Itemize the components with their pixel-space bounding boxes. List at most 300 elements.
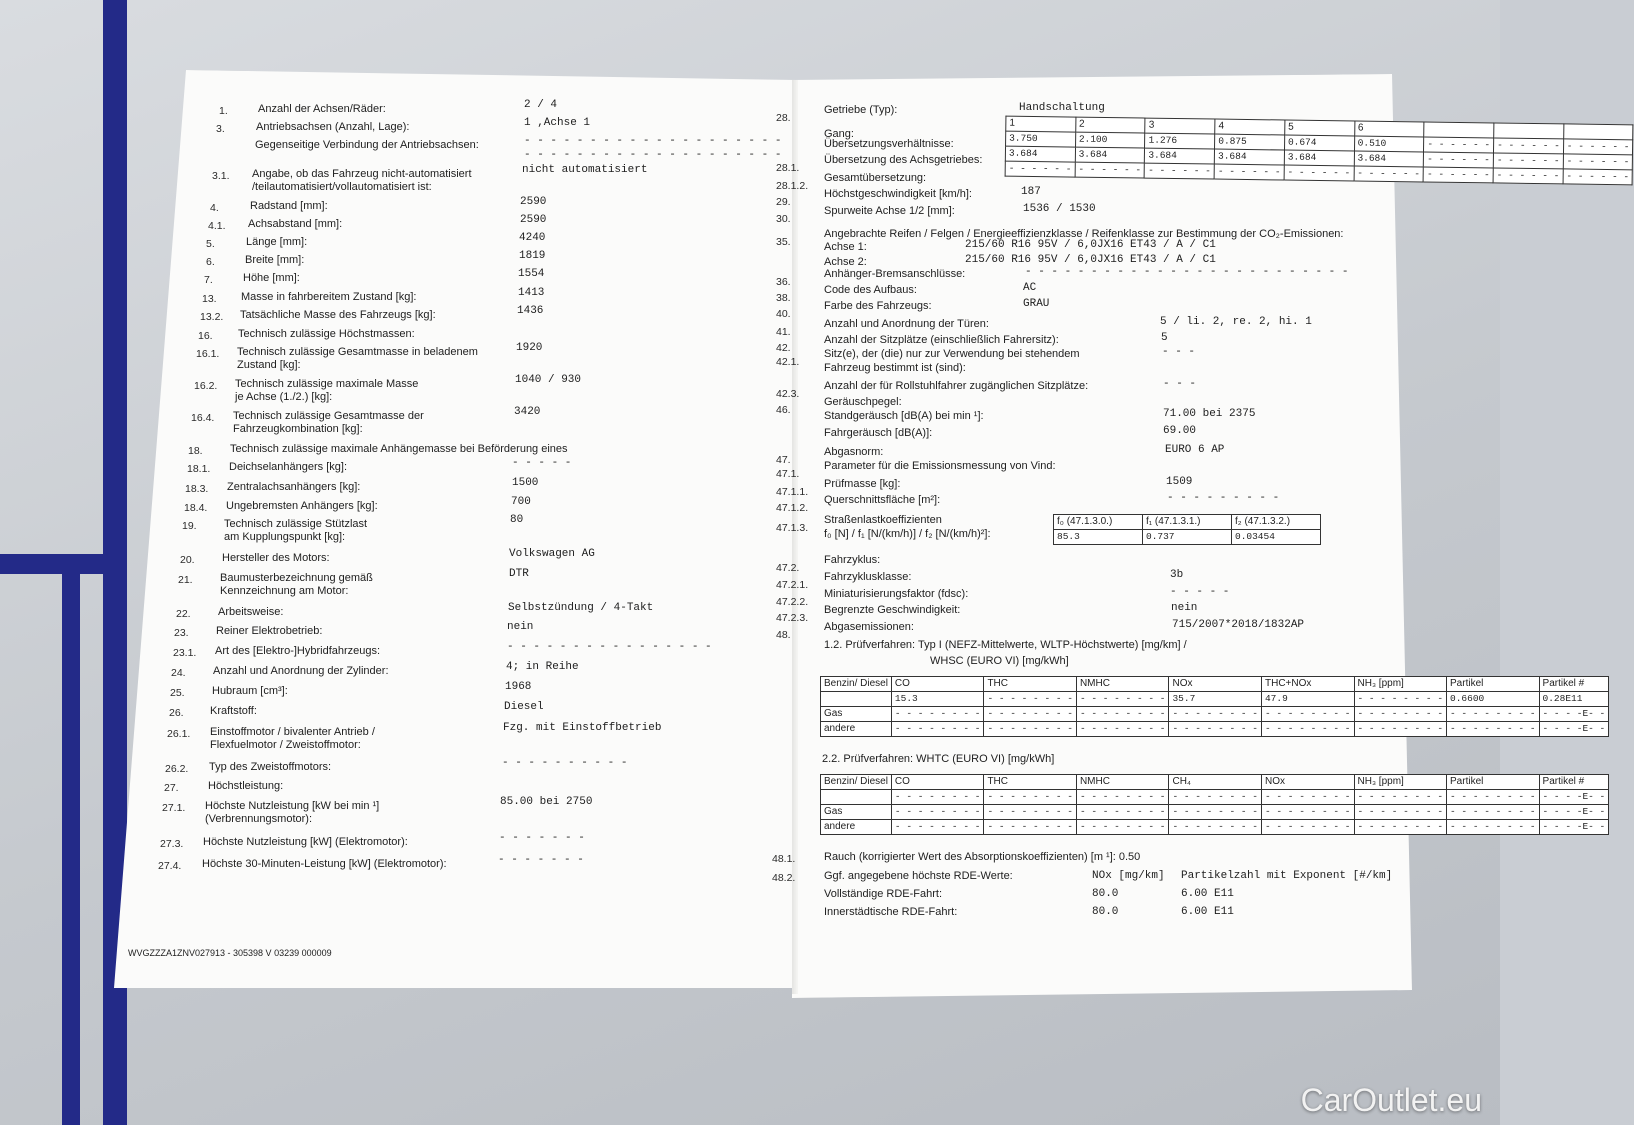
emissions-test2-table bbox=[820, 774, 1609, 835]
field-label-continued: (Verbrennungsmotor): bbox=[205, 813, 312, 825]
table-cell: - - - - - - - - bbox=[1447, 790, 1540, 805]
field-value: 2590 bbox=[520, 214, 547, 226]
field-label-continued: Zustand [kg]: bbox=[237, 359, 301, 371]
field-value: GRAU bbox=[1023, 298, 1050, 310]
field-label: Achse 1: bbox=[824, 241, 867, 253]
field-value: - - - - - - - - - - bbox=[502, 757, 628, 769]
field-label: Hubraum [cm³]: bbox=[212, 685, 288, 697]
field-number: 47.1.1. bbox=[776, 486, 809, 498]
field-label: Achse 2: bbox=[824, 256, 867, 268]
table-cell: NH₃ [ppm] bbox=[1354, 775, 1447, 790]
field-number: 6. bbox=[206, 256, 215, 268]
table-cell: NOx bbox=[1169, 677, 1262, 692]
table-cell: - - - - - - bbox=[1563, 169, 1633, 185]
field-value: - - - - - - - - - - - - - - - - - - - - bbox=[524, 149, 782, 161]
table-cell: - - - - - - - - bbox=[891, 805, 984, 820]
table-cell: - - - - - - bbox=[1145, 163, 1215, 179]
field-label: Code des Aufbaus: bbox=[824, 284, 917, 296]
table-cell: 85.3 bbox=[1054, 530, 1143, 545]
table-row bbox=[821, 790, 1609, 805]
field-label: Übersetzungsverhältnisse: bbox=[824, 138, 954, 150]
table-cell: 4 bbox=[1215, 119, 1285, 135]
field-value: 1536 / 1530 bbox=[1023, 203, 1096, 215]
field-number: 48.1. bbox=[772, 853, 796, 865]
field-number: 26. bbox=[169, 707, 184, 719]
table-cell: - - - - - - - - bbox=[984, 805, 1077, 820]
table-cell: - - - - - - - - bbox=[984, 692, 1077, 707]
table-cell: andere bbox=[821, 820, 892, 835]
table-cell: Partikel # bbox=[1539, 775, 1609, 790]
field-label: Gegenseitige Verbindung der Antriebsachsen: bbox=[255, 139, 479, 151]
table-cell: - - - - - - bbox=[1005, 161, 1075, 177]
field-label: Innerstädtische RDE-Fahrt: bbox=[824, 906, 958, 918]
field-number: 27.3. bbox=[160, 838, 184, 850]
blue-tape-vertical-lower bbox=[62, 560, 80, 1125]
field-label: Tatsächliche Masse des Fahrzeugs [kg]: bbox=[240, 309, 436, 321]
table-cell: 5 bbox=[1285, 120, 1355, 136]
table-cell: - - - - - - bbox=[1423, 167, 1493, 183]
rde-particle-value: 6.00 E11 bbox=[1181, 906, 1234, 918]
table-cell: 3.750 bbox=[1006, 131, 1076, 147]
field-label: Angabe, ob das Fahrzeug nicht-automatisiert bbox=[252, 168, 472, 180]
table-cell: - - - - - - - - bbox=[1354, 805, 1447, 820]
field-number: 47.2.3. bbox=[776, 612, 809, 624]
field-number: 16.2. bbox=[194, 380, 218, 392]
field-value: nein bbox=[1171, 602, 1198, 614]
field-number: 27.1. bbox=[162, 802, 186, 814]
blue-tape-horizontal bbox=[0, 554, 115, 574]
field-number: 48.2. bbox=[772, 872, 796, 884]
table-row bbox=[1054, 515, 1321, 530]
field-label: Anzahl der Sitzplätze (einschließlich Fahrersitz): bbox=[824, 334, 1059, 346]
table-cell: 2 bbox=[1075, 117, 1145, 133]
field-label: Querschnittsfläche [m²]: bbox=[824, 494, 941, 506]
table-cell: - - - -E- - bbox=[1539, 707, 1609, 722]
field-value: 4; in Reihe bbox=[506, 661, 579, 673]
field-label: Spurweite Achse 1/2 [mm]: bbox=[824, 205, 955, 217]
field-value: - - - - - - - - - - - - - - - - - - - - bbox=[524, 135, 782, 147]
table-cell: - - - - - - - - bbox=[1447, 820, 1540, 835]
field-label: Breite [mm]: bbox=[245, 254, 305, 266]
table-cell: - - - - - - - - bbox=[984, 722, 1077, 737]
field-number: 25. bbox=[170, 687, 185, 699]
table-cell: Partikel bbox=[1447, 775, 1540, 790]
table-cell: andere bbox=[821, 722, 892, 737]
table-cell: - - - -E- - bbox=[1539, 722, 1609, 737]
field-value: AC bbox=[1023, 282, 1037, 294]
field-number: 28.1. bbox=[776, 162, 800, 174]
field-number: 18. bbox=[188, 445, 203, 457]
table-cell: 0.674 bbox=[1284, 135, 1354, 151]
emissions-test1-table bbox=[820, 676, 1609, 737]
field-value: 4240 bbox=[519, 232, 546, 244]
field-label: Rauch (korrigierter Wert des Absorptionskoeffizienten) [m ¹]: 0.50 bbox=[824, 851, 1141, 863]
field-value: 187 bbox=[1021, 186, 1041, 198]
table-cell: NMHC bbox=[1076, 677, 1169, 692]
table-cell: NMHC bbox=[1076, 775, 1169, 790]
test-procedure-1-title: 1.2. Prüfverfahren: Typ I (NEFZ-Mittelwerte, WLTP-Höchstwerte) [mg/km] / bbox=[824, 639, 1187, 651]
table-cell: 3.684 bbox=[1284, 150, 1354, 166]
table-cell: - - - - - - - - bbox=[1447, 805, 1540, 820]
field-label-continued: am Kupplungspunkt [kg]: bbox=[224, 531, 346, 543]
field-label: Geräuschpegel: bbox=[824, 396, 902, 408]
table-cell: - - - - - - - - bbox=[1354, 790, 1447, 805]
field-number: 42.1. bbox=[776, 356, 800, 368]
table-cell: - - - - - - - - bbox=[891, 790, 984, 805]
field-value: 85.00 bei 2750 bbox=[500, 796, 593, 808]
field-label: Getriebe (Typ): bbox=[824, 104, 898, 116]
field-label: Gesamtübersetzung: bbox=[824, 172, 927, 184]
field-label: Einstoffmotor / bivalenter Antrieb / bbox=[210, 726, 375, 738]
table-cell bbox=[821, 790, 892, 805]
field-value: 1509 bbox=[1166, 476, 1193, 488]
table-cell: 2.100 bbox=[1075, 132, 1145, 148]
table-cell: - - - - - - bbox=[1493, 168, 1563, 184]
table-cell: - - - - - - - - bbox=[984, 707, 1077, 722]
field-value: 3b bbox=[1170, 569, 1184, 581]
field-number: 22. bbox=[176, 608, 191, 620]
field-number: 4.1. bbox=[208, 220, 226, 232]
field-number: 23.1. bbox=[173, 647, 197, 659]
field-value: 2 / 4 bbox=[524, 99, 558, 111]
table-cell: 3.684 bbox=[1145, 148, 1215, 164]
field-label: Höchste Nutzleistung [kW] (Elektromotor): bbox=[203, 836, 408, 848]
table-cell: 3.684 bbox=[1214, 149, 1284, 165]
field-value: 715/2007*2018/1832AP bbox=[1172, 619, 1305, 631]
field-number: 47.2.2. bbox=[776, 596, 809, 608]
field-number: 1. bbox=[219, 105, 228, 117]
table-cell: 0.875 bbox=[1215, 134, 1285, 150]
table-cell: CH₄ bbox=[1169, 775, 1262, 790]
field-label: Straßenlastkoeffizienten bbox=[824, 514, 942, 526]
table-cell: 0.6600 bbox=[1447, 692, 1540, 707]
table-cell: 0.510 bbox=[1354, 136, 1424, 152]
field-label: Art des [Elektro-]Hybridfahrzeugs: bbox=[215, 645, 381, 657]
field-value: 1040 / 930 bbox=[515, 374, 582, 386]
table-cell: - - - - - - - - bbox=[1261, 722, 1354, 737]
field-label-continued: f₀ [N] / f₁ [N/(km/h)] / f₂ [N/(km/h)²]: bbox=[824, 528, 991, 540]
table-row bbox=[821, 707, 1609, 722]
field-value: - - - - - - - - - bbox=[1167, 492, 1280, 504]
table-row bbox=[821, 722, 1609, 737]
field-label: Anzahl der Achsen/Räder: bbox=[258, 103, 386, 115]
field-label-continued: Fahrzeugkombination [kg]: bbox=[233, 423, 363, 435]
table-cell: - - - - - - - - bbox=[1076, 692, 1169, 707]
field-label: Parameter für die Emissionsmessung von Vind: bbox=[824, 460, 1056, 472]
table-cell: - - - - - - - - bbox=[1169, 790, 1262, 805]
field-number: 13. bbox=[202, 293, 217, 305]
field-number: 47.1.3. bbox=[776, 522, 809, 534]
field-number: 18.3. bbox=[185, 483, 209, 495]
table-cell: - - - - - - bbox=[1354, 166, 1424, 182]
table-cell: f₀ (47.1.3.0.) bbox=[1054, 515, 1143, 530]
table-cell: f₂ (47.1.3.2.) bbox=[1232, 515, 1321, 530]
field-number: 3. bbox=[216, 123, 225, 135]
test-procedure-1-subtitle: WHSC (EURO VI) [mg/kWh] bbox=[930, 655, 1069, 667]
field-number: 46. bbox=[776, 404, 791, 416]
table-cell: 3.684 bbox=[1005, 146, 1075, 162]
field-label-continued: je Achse (1./2.) [kg]: bbox=[235, 391, 333, 403]
field-label: Masse in fahrbereitem Zustand [kg]: bbox=[241, 291, 417, 303]
table-cell bbox=[821, 692, 892, 707]
table-cell: NOx bbox=[1261, 775, 1354, 790]
field-value: Volkswagen AG bbox=[509, 548, 595, 560]
field-number: 16.4. bbox=[191, 412, 215, 424]
rde-nox-value: 80.0 bbox=[1092, 906, 1119, 918]
table-row bbox=[1054, 530, 1321, 545]
field-label: Abgasemissionen: bbox=[824, 621, 914, 633]
field-value: - - - - - bbox=[512, 457, 572, 469]
table-cell: Partikel bbox=[1447, 677, 1540, 692]
field-label-continued: Kennzeichnung am Motor: bbox=[220, 585, 349, 597]
field-number: 36. bbox=[776, 276, 791, 288]
table-row bbox=[821, 775, 1609, 790]
field-number: 47.2.1. bbox=[776, 579, 809, 591]
field-value: 1920 bbox=[516, 342, 543, 354]
table-cell: CO bbox=[891, 775, 984, 790]
table-cell: THC bbox=[984, 677, 1077, 692]
field-value: 3420 bbox=[514, 406, 541, 418]
table-cell: 15.3 bbox=[891, 692, 984, 707]
field-value: 1413 bbox=[518, 287, 545, 299]
table-cell: Partikel # bbox=[1539, 677, 1609, 692]
table-cell: Gas bbox=[821, 707, 892, 722]
field-label: Technisch zulässige Stützlast bbox=[224, 518, 368, 530]
field-label: Prüfmasse [kg]: bbox=[824, 478, 901, 490]
field-label: Übersetzung des Achsgetriebes: bbox=[824, 154, 983, 166]
table-cell: 6 bbox=[1354, 121, 1424, 137]
table-cell: - - - - - - - - bbox=[1169, 820, 1262, 835]
field-value: 1500 bbox=[512, 477, 539, 489]
field-label: Deichselanhängers [kg]: bbox=[229, 461, 348, 473]
table-cell: - - - - - - - - bbox=[1076, 820, 1169, 835]
test-procedure-2-title: 2.2. Prüfverfahren: WHTC (EURO VI) [mg/kWh] bbox=[822, 753, 1055, 765]
field-value: 80 bbox=[510, 514, 524, 526]
table-cell: - - - - - - - - bbox=[1169, 722, 1262, 737]
table-cell: 35.7 bbox=[1169, 692, 1262, 707]
field-number: 29. bbox=[776, 196, 791, 208]
field-label: Ungebremsten Anhängers [kg]: bbox=[226, 500, 378, 512]
field-number: 26.1. bbox=[167, 728, 191, 740]
field-label: Abgasnorm: bbox=[824, 446, 884, 458]
table-cell: Benzin/ Diesel bbox=[821, 775, 892, 790]
field-value: 69.00 bbox=[1163, 425, 1197, 437]
field-label: Technisch zulässige maximale Anhängemasse bei Beförderung eines bbox=[230, 443, 568, 455]
field-label: Standgeräusch [dB(A) bei min ¹]: bbox=[824, 410, 984, 422]
field-label: Technisch zulässige maximale Masse bbox=[235, 378, 419, 390]
table-cell: - - - - - - - - bbox=[1076, 790, 1169, 805]
field-label-continued: Flexfuelmotor / Zweistoffmotor: bbox=[210, 739, 361, 751]
field-label: Anzahl und Anordnung der Türen: bbox=[824, 318, 989, 330]
table-cell: - - - - - - - - bbox=[1354, 707, 1447, 722]
field-number: 47.1.2. bbox=[776, 502, 809, 514]
field-number: 42.3. bbox=[776, 388, 800, 400]
table-row bbox=[821, 677, 1609, 692]
table-cell: - - - - - - - - bbox=[1354, 820, 1447, 835]
field-value: EURO 6 AP bbox=[1165, 444, 1225, 456]
table-cell: 3 bbox=[1145, 118, 1215, 134]
field-label: Miniaturisierungsfaktor (fdsc): bbox=[824, 588, 969, 600]
rde-nox-value: 80.0 bbox=[1092, 888, 1119, 900]
field-label: Achsabstand [mm]: bbox=[248, 218, 343, 230]
table-cell: 0.03454 bbox=[1232, 530, 1321, 545]
field-label: Gang: bbox=[824, 128, 854, 140]
field-value: 5 / li. 2, re. 2, hi. 1 bbox=[1160, 316, 1312, 328]
field-label: Arbeitsweise: bbox=[218, 606, 284, 618]
field-label: Farbe des Fahrzeugs: bbox=[824, 300, 932, 312]
table-cell: - - - - - - - - bbox=[1447, 707, 1540, 722]
field-value: 1436 bbox=[517, 305, 544, 317]
table-cell: 3.684 bbox=[1075, 147, 1145, 163]
field-label: Zentralachsanhängers [kg]: bbox=[227, 481, 361, 493]
field-label: Fahrzyklus: bbox=[824, 554, 881, 566]
field-label: Höchste 30-Minuten-Leistung [kW] (Elektromotor): bbox=[202, 858, 447, 870]
field-number: 4. bbox=[210, 202, 219, 214]
table-cell: - - - - - - - - bbox=[891, 722, 984, 737]
table-cell: - - - -E- - bbox=[1539, 805, 1609, 820]
table-cell: THC bbox=[984, 775, 1077, 790]
field-number: 38. bbox=[776, 292, 791, 304]
table-row bbox=[821, 692, 1609, 707]
field-number: 5. bbox=[206, 238, 215, 250]
field-label: Technisch zulässige Gesamtmasse der bbox=[233, 410, 424, 422]
field-number: 18.1. bbox=[187, 463, 211, 475]
table-cell: - - - - - - bbox=[1075, 162, 1145, 178]
field-number: 24. bbox=[171, 667, 186, 679]
field-label: Höchstgeschwindigkeit [km/h]: bbox=[824, 188, 972, 200]
table-row bbox=[821, 820, 1609, 835]
table-cell: - - - - - - - - bbox=[891, 820, 984, 835]
field-number: 18.4. bbox=[184, 502, 208, 514]
table-cell: - - - - - - - - bbox=[1076, 805, 1169, 820]
field-value: - - - bbox=[1162, 346, 1196, 358]
field-number: 28.1.2. bbox=[776, 180, 809, 192]
field-label: Länge [mm]: bbox=[246, 236, 308, 248]
table-cell bbox=[1494, 123, 1564, 139]
field-value: - - - bbox=[1163, 378, 1197, 390]
field-number: 27. bbox=[164, 782, 179, 794]
field-label: Anzahl und Anordnung der Zylinder: bbox=[213, 665, 389, 677]
field-label: Höchstleistung: bbox=[208, 780, 284, 792]
field-value: - - - - - - - - - - - - - - - - - - - - - - - - - bbox=[1025, 266, 1349, 278]
field-label: Reiner Elektrobetrieb: bbox=[216, 625, 323, 637]
field-number: 48. bbox=[776, 629, 791, 641]
rde-particle-value: Partikelzahl mit Exponent [#/km] bbox=[1181, 870, 1393, 882]
field-label: Technisch zulässige Höchstmassen: bbox=[238, 328, 415, 340]
field-value: 1 ,Achse 1 bbox=[524, 117, 591, 129]
table-cell: THC+NOx bbox=[1261, 677, 1354, 692]
table-cell: - - - -E- - bbox=[1539, 790, 1609, 805]
field-label: Baumusterbezeichnung gemäß bbox=[220, 572, 373, 584]
table-cell: 1 bbox=[1006, 116, 1076, 132]
field-number: 21. bbox=[178, 574, 193, 586]
field-number: 7. bbox=[204, 274, 213, 286]
field-label: Technisch zulässige Gesamtmasse in beladenem bbox=[237, 346, 478, 358]
field-label: Fahrzyklusklasse: bbox=[824, 571, 912, 583]
field-value: - - - - - bbox=[1170, 586, 1230, 598]
table-cell: 0.737 bbox=[1143, 530, 1232, 545]
field-label: Höhe [mm]: bbox=[243, 272, 300, 284]
field-value: nicht automatisiert bbox=[522, 164, 648, 176]
field-label: Ggf. angegebene höchste RDE-Werte: bbox=[824, 870, 1013, 882]
field-value: 1554 bbox=[518, 268, 545, 280]
table-cell: - - - - - - - - bbox=[1354, 722, 1447, 737]
field-value: - - - - - - - bbox=[499, 832, 585, 844]
table-cell: - - - - - - - - bbox=[984, 790, 1077, 805]
field-value: Diesel bbox=[504, 701, 544, 713]
table-cell: - - - - - - - - bbox=[1447, 722, 1540, 737]
field-number: 47. bbox=[776, 454, 791, 466]
road-load-coefficient-table bbox=[1053, 514, 1321, 545]
field-value: 215/60 R16 95V / 6,0JX16 ET43 / A / C1 bbox=[965, 254, 1216, 266]
table-cell bbox=[1424, 122, 1494, 138]
field-label: Hersteller des Motors: bbox=[222, 552, 330, 564]
table-cell bbox=[1563, 124, 1633, 140]
field-value: 215/60 R16 95V / 6,0JX16 ET43 / A / C1 bbox=[965, 239, 1216, 251]
table-cell: - - - - - - - - bbox=[1169, 805, 1262, 820]
field-number: 13.2. bbox=[200, 311, 224, 323]
field-label: Kraftstoff: bbox=[210, 705, 257, 717]
field-number: 47.2. bbox=[776, 562, 800, 574]
gear-ratio-table bbox=[1005, 116, 1634, 186]
field-label: Höchste Nutzleistung [kW bei min ¹] bbox=[205, 800, 380, 812]
field-number: 27.4. bbox=[158, 860, 182, 872]
field-number: 23. bbox=[174, 627, 189, 639]
field-label-continued: /teilautomatisiert/vollautomatisiert ist: bbox=[252, 181, 432, 193]
watermark-logo: CarOutlet.eu bbox=[1300, 1082, 1482, 1118]
field-number: 30. bbox=[776, 213, 791, 225]
field-number: 16. bbox=[198, 330, 213, 342]
table-cell: - - - - - - bbox=[1494, 138, 1564, 154]
field-label: Radstand [mm]: bbox=[250, 200, 328, 212]
table-cell: - - - - - - bbox=[1563, 154, 1633, 170]
table-cell: - - - - - - - - bbox=[1261, 820, 1354, 835]
table-cell: - - - - - - - - bbox=[891, 707, 984, 722]
field-label: Anzahl der für Rollstuhlfahrer zugänglichen Sitzplätze: bbox=[824, 380, 1089, 392]
field-number: 28. bbox=[776, 112, 791, 124]
field-label: Sitz(e), der (die) nur zur Verwendung bei stehendem bbox=[824, 348, 1080, 360]
table-cell: - - - - - - bbox=[1424, 137, 1494, 153]
field-value: nein bbox=[507, 621, 534, 633]
field-value: Selbstzündung / 4-Takt bbox=[508, 602, 654, 614]
field-number: 40. bbox=[776, 308, 791, 320]
table-cell: 3.684 bbox=[1354, 151, 1424, 167]
field-label: Fahrgeräusch [dB(A)]: bbox=[824, 427, 933, 439]
table-cell: - - - - - - - - bbox=[1076, 722, 1169, 737]
table-cell: - - - - - - - - bbox=[1076, 707, 1169, 722]
rde-particle-value: 6.00 E11 bbox=[1181, 888, 1234, 900]
table-cell: - - - - - - - - bbox=[1169, 707, 1262, 722]
table-cell: - - - - - - - - bbox=[1261, 707, 1354, 722]
table-cell: - - - -E- - bbox=[1539, 820, 1609, 835]
table-cell: - - - - - - - - bbox=[1261, 790, 1354, 805]
table-cell: 47.9 bbox=[1261, 692, 1354, 707]
field-label: Angebrachte Reifen / Felgen / Energieeffizienzklasse / Reifenklasse zur Bestimmung der CO₂-Emissionen: bbox=[824, 228, 1344, 240]
field-label: Anhänger-Bremsanschlüsse: bbox=[824, 268, 966, 280]
document-footer-code: WVGZZZA1ZNV027913 - 305398 V 03239 000009 bbox=[128, 948, 332, 958]
table-cell: - - - - - - bbox=[1424, 152, 1494, 168]
field-value: 5 bbox=[1161, 332, 1168, 344]
rde-nox-value: NOx [mg/km] bbox=[1092, 870, 1165, 882]
table-row bbox=[821, 805, 1609, 820]
field-value: 2590 bbox=[520, 196, 547, 208]
table-cell: 0.28E11 bbox=[1539, 692, 1609, 707]
table-cell: - - - - - - bbox=[1284, 165, 1354, 181]
field-number: 41. bbox=[776, 326, 791, 338]
table-cell: - - - - - - bbox=[1214, 164, 1284, 180]
table-cell: 1.276 bbox=[1145, 133, 1215, 149]
table-cell: Benzin/ Diesel bbox=[821, 677, 892, 692]
